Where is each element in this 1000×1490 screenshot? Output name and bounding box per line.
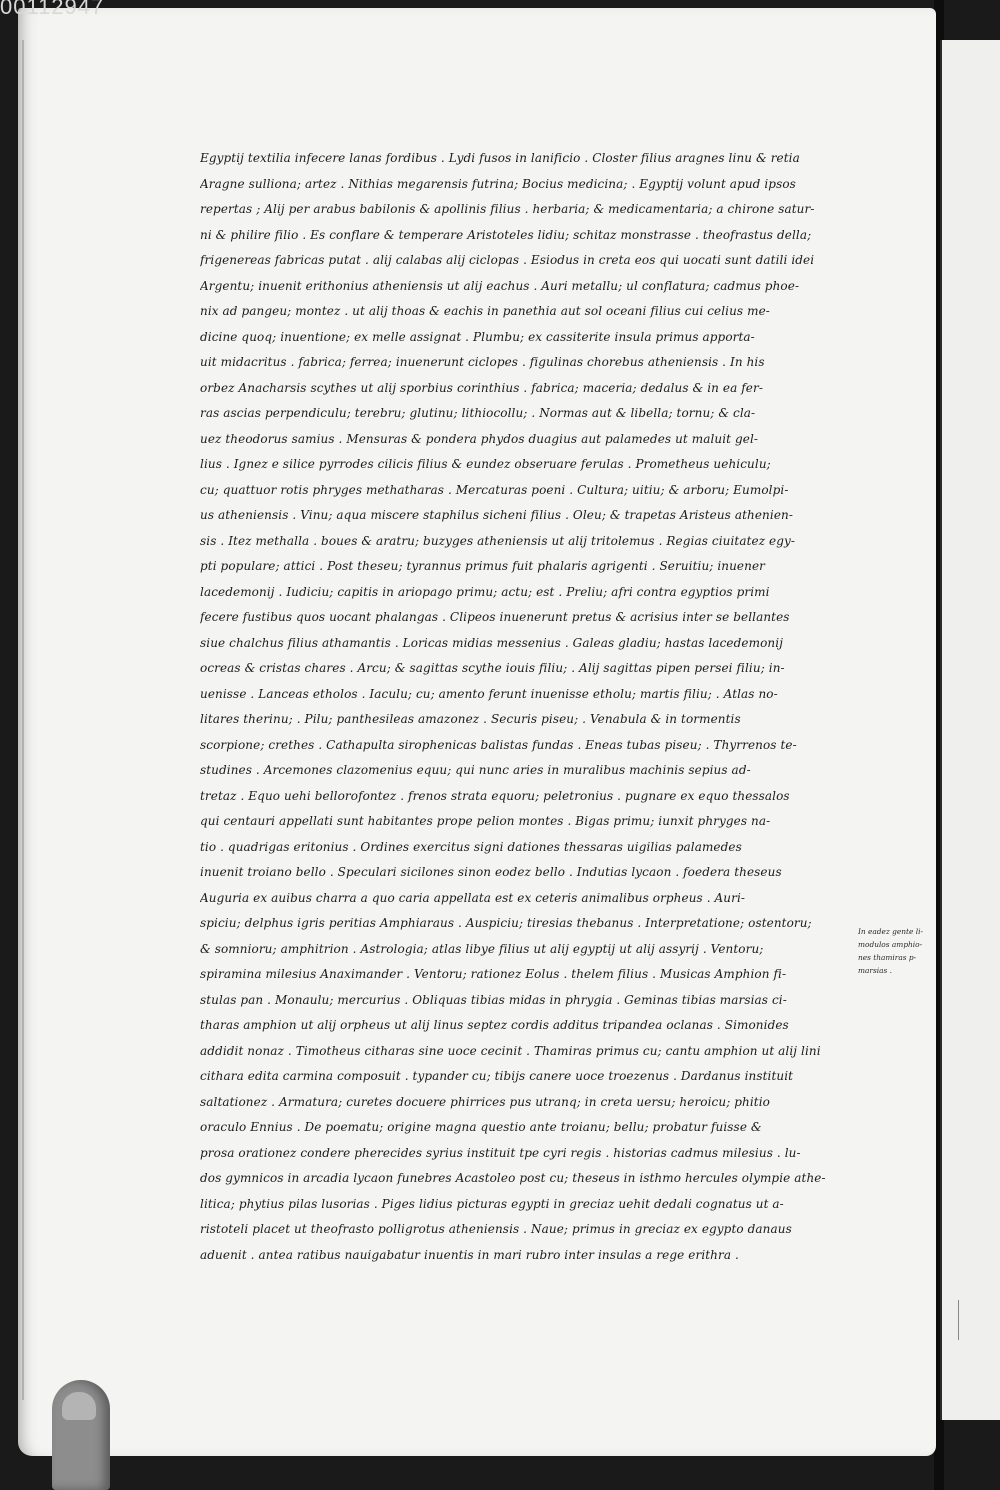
text-line: us atheniensis . Vinu; aqua miscere staphilus sicheni filius . Oleu; & trapetas Aristeus athenien- (200, 508, 794, 522)
manuscript-text-block (200, 146, 860, 1268)
gloss-line: marsias . (858, 966, 893, 975)
text-line: fecere fustibus quos uocant phalangas . Clipeos inuenerunt pretus & acrisius inter se bellantes (200, 610, 790, 624)
text-line: qui centauri appellati sunt habitantes prope pelion montes . Bigas primu; iunxit phryges na- (200, 814, 771, 828)
page-fold-shadow (22, 40, 24, 1400)
text-line: Auguria ex auibus charra a quo caria appellata est ex ceteris animalibus orpheus . Auri- (200, 890, 746, 905)
text-line: nix ad pangeu; montez . ut alij thoas & eachis in panethia aut sol oceani filius cui celius me- (200, 304, 770, 318)
text-line: saltationez . Armatura; curetes docuere phirrices pus utranq; in creta uersu; heroicu; phitio (200, 1094, 770, 1109)
text-line: repertas ; Alij per arabus babilonis & apollinis filius . herbaria; & medicamentaria; a chirone satur- (200, 202, 815, 216)
text-line: pti populare; attici . Post theseu; tyrannus primus fuit phalaris agrigenti . Seruitiu; inuener (200, 559, 765, 573)
text-line: ocreas & cristas chares . Arcu; & sagittas scythe iouis filiu; . Alij sagittas pipen persei filiu; in- (200, 661, 785, 675)
thumb-nail (62, 1392, 96, 1420)
text-line: Egyptij textilia infecere lanas fordibus . Lydi fusos in lanificio . Closter filius aragnes linu & retia (200, 151, 800, 165)
facing-page-edge (940, 40, 1000, 1420)
text-line: frigenereas fabricas putat . alij calabas alij ciclopas . Esiodus in creta eos qui uocati sunt datili idei (200, 253, 815, 267)
text-line: inuenit troiano bello . Speculari sicilones sinon eodez bello . Indutias lycaon . foedera theseus (200, 865, 782, 879)
text-line: spiciu; delphus igris peritias Amphiaraus . Auspiciu; tiresias thebanus . Interpretatione; ostentoru; (200, 916, 812, 930)
text-line: uez theodorus samius . Mensuras & pondera phydos duagius aut palamedes ut maluit gel- (200, 431, 759, 446)
text-line: tretaz . Equo uehi bellorofontez . frenos strata equoru; peletronius . pugnare ex equo thessalos (200, 788, 790, 803)
text-line: spiramina milesius Anaximander . Ventoru; rationez Eolus . thelem filius . Musicas Amphion fi- (200, 967, 787, 981)
text-line: dicine quoq; inuentione; ex melle assignat . Plumbu; ex cassiterite insula primus apporta- (200, 329, 755, 344)
text-line: uenisse . Lanceas etholos . Iaculu; cu; amento ferunt inuenisse etholu; martis filiu; . Atlas no- (200, 686, 778, 701)
text-line: dos gymnicos in arcadia lycaon funebres Acastoleo post cu; theseus in isthmo hercules olympie athe- (200, 1171, 826, 1185)
text-line: oraculo Ennius . De poematu; origine magna questio ante troianu; bellu; probatur fuisse & (200, 1120, 762, 1134)
text-line: lacedemonij . Iudiciu; capitis in ariopago primu; actu; est . Preliu; afri contra egyptios primi (200, 584, 770, 599)
text-line: orbez Anacharsis scythes ut alij sporbius corinthius . fabrica; maceria; dedalus & in ea fer- (200, 380, 764, 395)
gloss-line: nes thamiras p- (858, 953, 917, 962)
facing-page-mark (944, 1300, 959, 1340)
text-line: aduenit . antea ratibus nauigabatur inuentis in mari rubro inter insulas a rege erithra . (200, 1247, 739, 1262)
text-line: Aragne sulliona; artez . Nithias megarensis futrina; Bocius medicina; . Egyptij volunt apud ipsos (200, 176, 796, 191)
marginal-gloss (858, 925, 940, 977)
gloss-line: modulos amphio- (858, 940, 923, 949)
text-line: uit midacritus . fabrica; ferrea; inuenerunt ciclopes . figulinas chorebus atheniensis . In his (200, 355, 765, 369)
text-line: prosa orationez condere pherecides syrius instituit tpe cyri regis . historias cadmus milesius . lu- (200, 1145, 801, 1160)
text-line: addidit nonaz . Timotheus citharas sine uoce cecinit . Thamiras primus cu; cantu amphion ut alij lini (200, 1043, 821, 1058)
text-line: tio . quadrigas eritonius . Ordines exercitus signi dationes thessaras uigilias palamedes (200, 839, 742, 854)
text-line: tharas amphion ut alij orpheus ut alij linus septez cordis additus tripandea oclanas . Simonides (200, 1018, 789, 1032)
text-line: ras ascias perpendiculu; terebru; glutinu; lithiocollu; . Normas aut & libella; tornu; & cla- (200, 406, 756, 420)
text-line: siue chalchus filius athamantis . Loricas midias messenius . Galeas gladiu; hastas lacedemonij (200, 635, 784, 650)
text-line: stulas pan . Monaulu; mercurius . Obliquas tibias midas in phrygia . Geminas tibias marsias ci- (200, 992, 787, 1007)
text-line: ristoteli placet ut theofrasto polligrotus atheniensis . Naue; primus in greciaz ex egypto danaus (200, 1222, 792, 1236)
gloss-line: In eadez gente li- (858, 927, 923, 936)
text-line: sis . Itez methalla . boues & aratru; buzyges atheniensis ut alij tritolemus . Regias ciuitatez egy- (200, 533, 796, 548)
text-line: cu; quattuor rotis phryges methatharas . Mercaturas poeni . Cultura; uitiu; & arboru; Eumolpi- (200, 482, 789, 497)
text-line: studines . Arcemones clazomenius equu; qui nunc aries in muralibus machinis sepius ad- (200, 763, 751, 777)
text-line: litica; phytius pilas lusorias . Piges lidius picturas egypti in greciaz uehit dedali cognatus ut a- (200, 1196, 784, 1211)
text-line: & somnioru; amphitrion . Astrologia; atlas libye filius ut alij egyptij ut alij assyrij . Ventoru; (200, 941, 764, 956)
scan-id-label: 00112947 (0, 0, 105, 19)
text-line: lius . Ignez e silice pyrrodes cilicis filius & eundez obseruare ferulas . Prometheus uehiculu; (200, 457, 771, 471)
text-line: ni & philire filio . Es conflare & temperare Aristoteles lidiu; schitaz monstrasse . theofrastus della; (200, 227, 812, 242)
text-line: litares therinu; . Pilu; panthesileas amazonez . Securis piseu; . Venabula & in tormentis (200, 712, 741, 726)
text-line: cithara edita carmina composuit . typander cu; tibijs canere uoce troezenus . Dardanus instituit (200, 1069, 794, 1083)
text-line: scorpione; crethes . Cathapulta sirophenicas balistas fundas . Eneas tubas piseu; . Thyrrenos te- (200, 737, 797, 752)
text-line: Argentu; inuenit erithonius atheniensis ut alij eachus . Auri metallu; ul conflatura; cadmus phoe- (200, 278, 800, 293)
